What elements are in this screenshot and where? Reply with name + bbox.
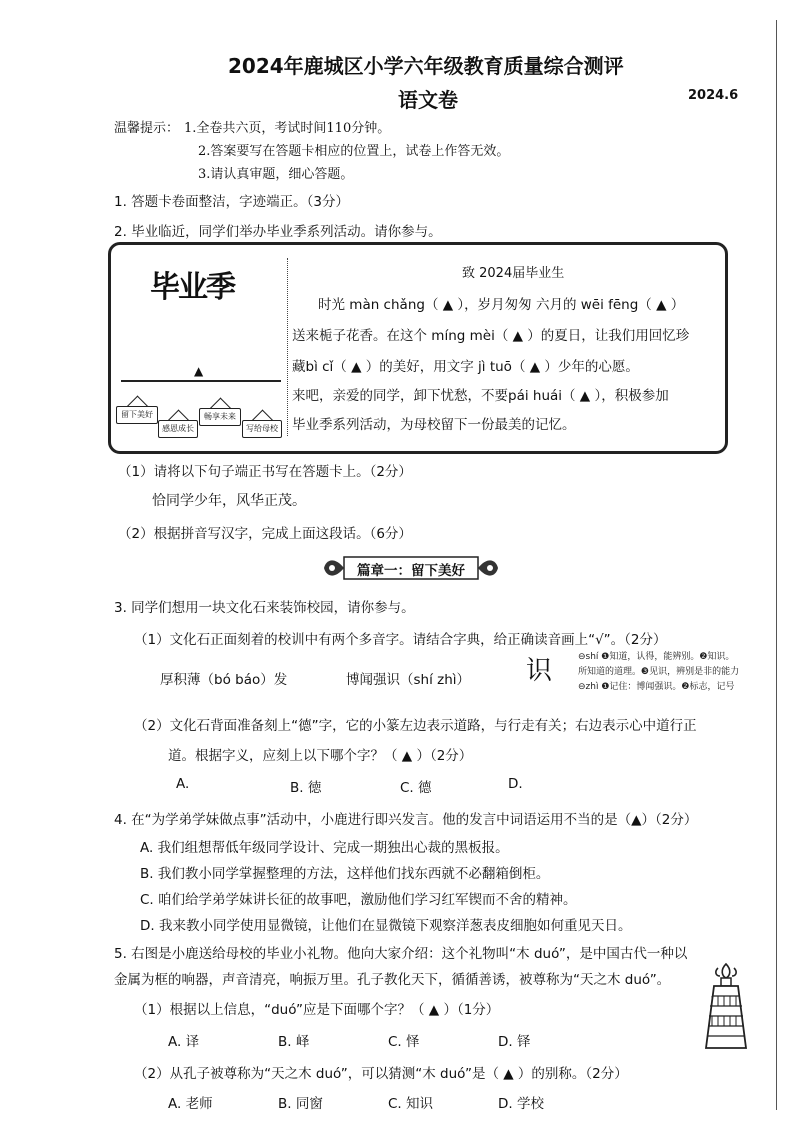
- notice-item: 1.全卷共六页，考试时间110分钟。: [184, 121, 391, 136]
- option: A. 老师: [168, 1096, 213, 1112]
- dictionary-line: 所知道的道理。❸见识，辨别是非的能力: [578, 667, 740, 677]
- letter-line: 送来栀子花香。在这个 míng mèi（ ▲ ）的夏日，让我们用回忆珍: [292, 328, 690, 344]
- banner-ground-line: [121, 380, 281, 382]
- option: A. 译: [168, 1034, 200, 1050]
- exam-date: 2024.6: [688, 88, 739, 103]
- option: C. 怿: [388, 1034, 420, 1050]
- letter-title: 致 2024届毕业生: [462, 266, 565, 281]
- question-3: 3. 同学们想用一块文化石来装饰校园，请你参与。: [114, 600, 415, 616]
- letter-line: 毕业季系列活动，为母校留下一份最美的记忆。: [292, 417, 576, 433]
- chapter-title: 篇章一：留下美好: [357, 563, 465, 579]
- option: C. 咱们给学弟学妹讲长征的故事吧，激励他们学习红军锲而不舍的精神。: [140, 892, 577, 908]
- option: B. 峄: [278, 1034, 310, 1050]
- question-2: 2. 毕业临近，同学们举办毕业季系列活动。请你参与。: [114, 224, 442, 240]
- question-3-2-line: 道。根据字义，应刻上以下哪个字？（ ▲ ）（2分）: [168, 748, 473, 764]
- page-edge-line: [776, 20, 777, 1110]
- option: A.: [176, 776, 190, 792]
- question-2-2: （2）根据拼音写汉字，完成上面这段话。（6分）: [118, 526, 412, 542]
- triangle-marker: ▲: [194, 364, 204, 378]
- question-4: 4. 在“为学弟学妹做点事”活动中，小鹿进行即兴发言。他的发言中词语运用不当的是（▲）（2分）: [114, 812, 698, 828]
- page-title: 2024年鹿城区小学六年级教育质量综合测评: [228, 54, 624, 78]
- question-5-2: （2）从孔子被尊称为“天之木 duó”，可以猜测“木 duó”是（ ▲ ）的别称。（2分）: [134, 1066, 628, 1082]
- question-5-line: 5. 右图是小鹿送给母校的毕业小礼物。他向大家介绍：这个礼物叫“木 duó”，是中国古代一种以: [114, 946, 688, 962]
- option: D. 铎: [498, 1034, 531, 1050]
- option: D.: [508, 776, 523, 792]
- graduation-logo: 毕业季: [150, 270, 234, 305]
- activity-sign: 留下美好: [116, 406, 158, 424]
- question-2-1: （1）请将以下句子端正书写在答题卡上。（2分）: [118, 464, 412, 480]
- option: D. 我来教小同学使用显微镜，让他们在显微镜下观察洋葱表皮细胞如何重见天日。: [140, 918, 632, 934]
- option: D. 学校: [498, 1096, 544, 1112]
- polyphone-word: 博闻强识（shí zhì）: [346, 672, 471, 688]
- dictionary-entry: [578, 650, 739, 695]
- polyphone-word: 厚积薄（bó báo）发: [160, 672, 288, 688]
- question-5-1: （1）根据以上信息，“duó”应是下面哪个字？（ ▲ ）（1分）: [134, 1002, 500, 1018]
- handwriting-sentence: 恰同学少年，风华正茂。: [152, 493, 306, 509]
- bell-icon: [698, 960, 754, 1056]
- option: B. 我们教小同学掌握整理的方法，这样他们找东西就不必翻箱倒柜。: [140, 866, 550, 882]
- chapter-heading: [322, 554, 500, 582]
- notice-item: 3.请认真审题，细心答题。: [198, 167, 354, 182]
- question-1: 1. 答题卡卷面整洁，字迹端正。（3分）: [114, 194, 350, 210]
- letter-line: 时光 màn chǎng（ ▲ ），岁月匆匆 六月的 wēi fēng（ ▲ ）: [318, 297, 685, 313]
- notice-label: 温馨提示：: [114, 121, 180, 136]
- question-5-line: 金属为框的响器，声音清亮，响振万里。孔子教化天下，循循善诱，被尊称为“天之木 duó”。: [114, 972, 671, 988]
- letter-line: 来吧，亲爱的同学，卸下忧愁，不要pái huái（ ▲ ），积极参加: [292, 388, 669, 404]
- banner-divider: [287, 258, 288, 436]
- option: C. 知识: [388, 1096, 434, 1112]
- question-3-2-line: （2）文化石背面准备刻上“德”字，它的小篆左边表示道路，与行走有关；右边表示心中道行正: [134, 718, 697, 734]
- option: A. 我们组想帮低年级同学设计、完成一期独出心裁的黑板报。: [140, 840, 509, 856]
- option: B. 同窗: [278, 1096, 323, 1112]
- dictionary-char: 识: [526, 656, 553, 686]
- notice-item: 2.答案要写在答题卡相应的位置上，试卷上作答无效。: [198, 144, 510, 159]
- activity-sign: 写给母校: [242, 420, 282, 438]
- option: C. 德: [400, 780, 432, 796]
- option: B. 徳: [290, 780, 322, 796]
- activity-sign: 感恩成长: [158, 420, 198, 438]
- activity-sign: 畅享未来: [199, 408, 241, 426]
- dictionary-line: ⊖zhì ❶记住：博闻强识。❷标志，记号: [578, 682, 735, 692]
- question-3-1: （1）文化石正面刻着的校训中有两个多音字。请结合字典，给正确读音画上“√”。（2分）: [134, 632, 667, 648]
- letter-line: 藏bì cǐ（ ▲ ）的美好，用文字 jì tuō（ ▲ ）少年的心愿。: [292, 359, 639, 375]
- page-subtitle: 语文卷: [398, 88, 458, 112]
- dictionary-line: ⊖shí ❶知道，认得，能辨别。❷知识。: [578, 652, 735, 662]
